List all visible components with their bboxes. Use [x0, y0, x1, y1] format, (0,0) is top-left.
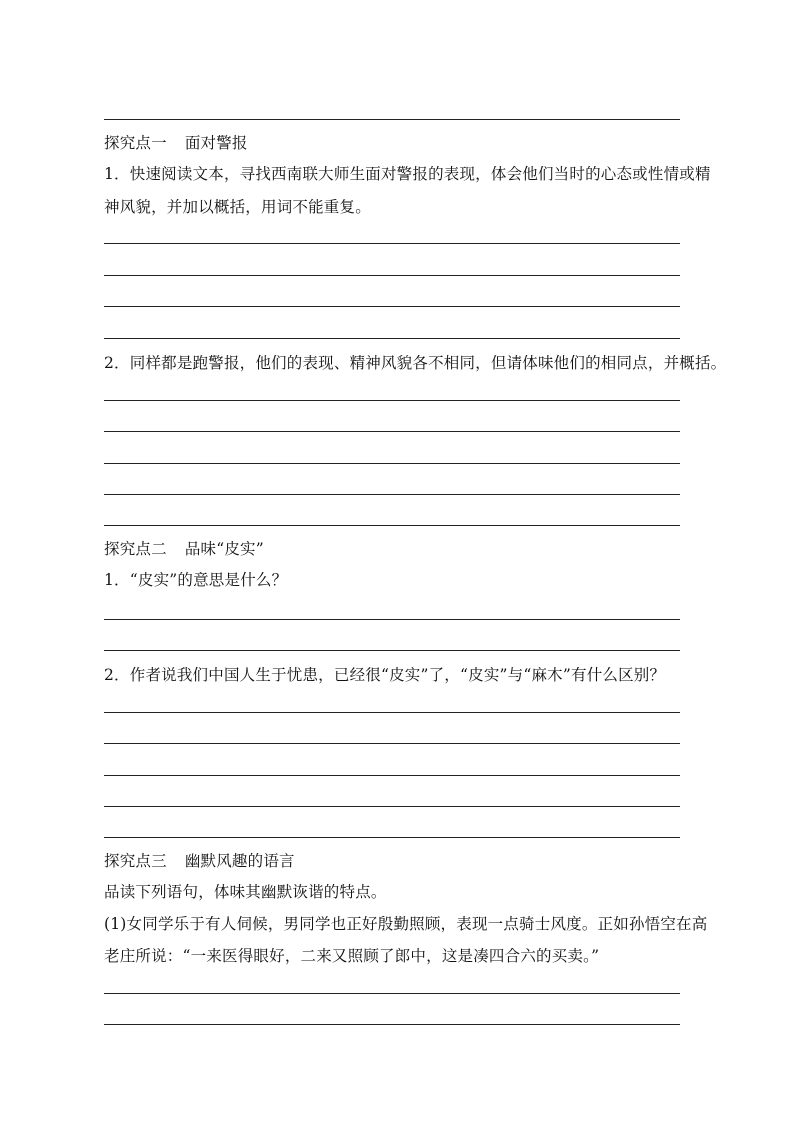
top-rule [104, 119, 680, 120]
answer-line[interactable] [104, 338, 680, 339]
answer-line[interactable] [104, 275, 680, 276]
section3-heading-title: 幽默风趣的语言 [184, 852, 295, 870]
section1-heading-label: 探究点一 [104, 134, 167, 152]
answer-line[interactable] [104, 463, 680, 464]
answer-line[interactable] [104, 431, 680, 432]
section2-question1: 1．“皮实”的意思是什么？ [104, 571, 288, 589]
answer-line[interactable] [104, 494, 680, 495]
answer-line[interactable] [104, 743, 680, 744]
section2-heading [104, 538, 264, 560]
answer-line[interactable] [104, 993, 680, 994]
answer-line[interactable] [104, 243, 680, 244]
answer-line[interactable] [104, 775, 680, 776]
answer-line[interactable] [104, 525, 680, 526]
section1-heading-title: 面对警报 [184, 134, 248, 152]
section3-item1-line1: (1)女同学乐于有人伺候，男同学也正好殷勤照顾，表现一点骑士风度。正如孙悟空在高 [104, 915, 708, 933]
answer-line[interactable] [104, 400, 680, 401]
section2-heading-label: 探究点二 [104, 540, 167, 558]
section3-heading-label: 探究点三 [104, 852, 167, 870]
section3-instruction: 品读下列语句，体味其幽默诙谐的特点。 [104, 883, 387, 901]
section3-item1-line2: 老庄所说：“一来医得眼好，二来又照顾了郎中，这是凑四合六的买卖。” [104, 947, 600, 965]
section2-question2: 2．作者说我们中国人生于忧患，已经很“皮实”了，“皮实”与“麻木”有什么区别？ [104, 666, 666, 684]
section1-heading [104, 132, 248, 154]
answer-line[interactable] [104, 806, 680, 807]
answer-line[interactable] [104, 1024, 680, 1025]
answer-line[interactable] [104, 306, 680, 307]
section3-heading [104, 850, 295, 872]
answer-line[interactable] [104, 712, 680, 713]
answer-line[interactable] [104, 650, 680, 651]
section1-question1-line1: 1．快速阅读文本，寻找西南联大师生面对警报的表现，体会他们当时的心态或性情或精 [104, 165, 711, 183]
section1-question1-line2: 神风貌，并加以概括，用词不能重复。 [104, 198, 371, 216]
section1-question2: 2．同样都是跑警报，他们的表现、精神风貌各不相同，但请体味他们的相同点，并概括。 [104, 354, 727, 372]
answer-line[interactable] [104, 619, 680, 620]
answer-line[interactable] [104, 837, 680, 838]
section2-heading-title: 品味“皮实” [184, 540, 264, 558]
